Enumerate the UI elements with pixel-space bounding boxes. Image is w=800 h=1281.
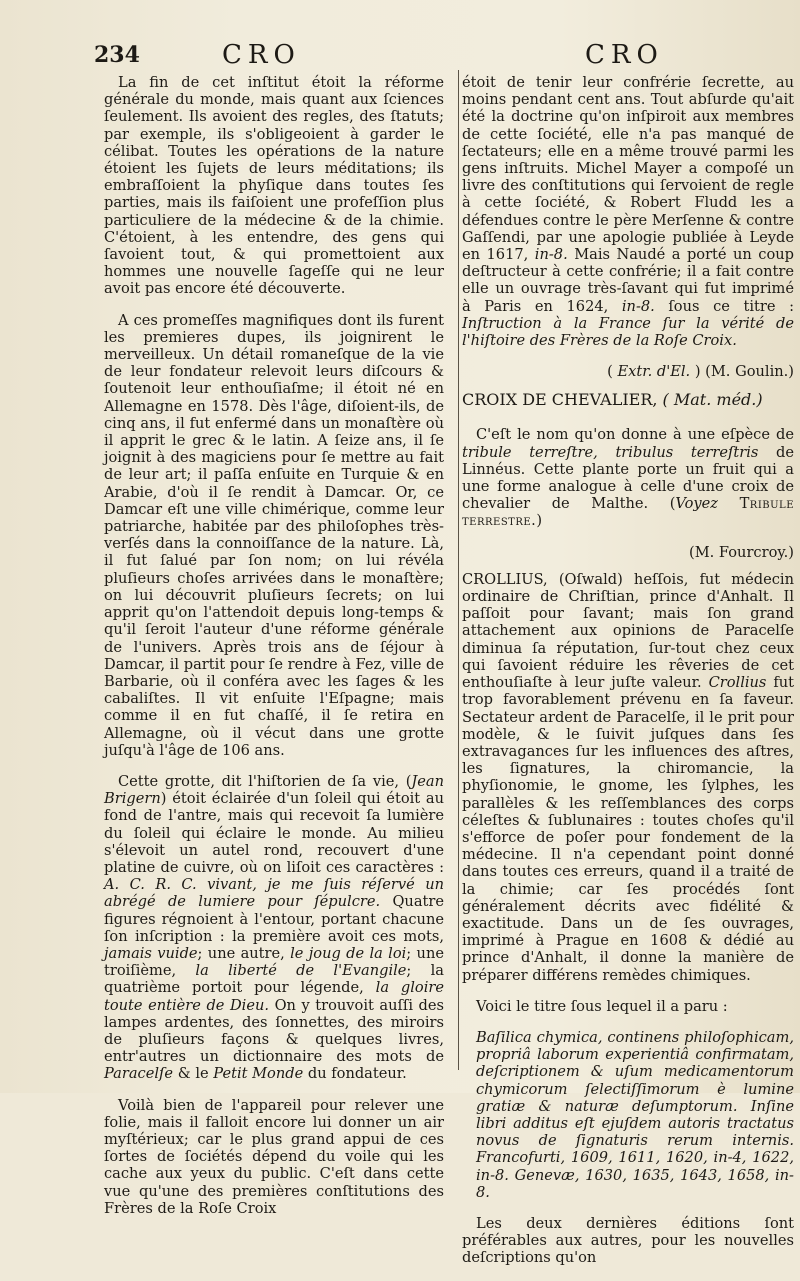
entry-heading: CROIX DE CHEVALIER, ( Mat. méd.) [462, 390, 763, 410]
author-signature: (M. Fourcroy.) [689, 543, 794, 561]
right-column [462, 74, 794, 1281]
paragraph: étoit de tenir leur confrérie ſecrette, au moins pendant cent ans. Tout abſurde qu'ait été la doctrine qu'on inſpiroit aux membres de cette ſociété, elle n'a pas manqué de ſectateurs; elle en a même trouvé parmi les gens inſtruits. Michel Mayer a compoſé un livre des conſtitutions qui ſervoient de regle à cette ſociété, & Robert Fludd les a défendues contre le père Merſenne & contre Gaſſendi, par une apologie publiée à Leyde en 1617, in-8. Mais Naudé a porté un coup deſtructeur à cette confrérie; il a fait contre elle un ouvrage très-ſavant qui fut imprimé à Paris en 1624, in-8. ſous ce titre : Inſtruction à la France ſur la vérité de l'hiſtoire des Frères de la Roſe Croix. [462, 74, 795, 350]
paragraph: Voilà bien de l'appareil pour relever une folie, mais il falloit encore lui donner un air myſtérieux; car le plus grand appui de ces ſortes de ſociétés dépend du voile qui les cache aux yeux du public. C'eſt dans cette vue qu'une des premières conſtitutions des Frères de la Roſe Croix [104, 1096, 444, 1217]
book-title-quote: Baſilica chymica, continens philoſophicam, propriâ laborum experientiâ confirmatam, deſcriptionem & uſum medicamentorum chymicorum ſelectiſſimorum è lumine gratiæ & naturæ deſumptorum. Inſine libri additus eſt ejuſdem autoris tractatus novus de ſignaturis rerum internis. Francofurti, 1609, 1611, 1620, in-4, 1622, in-8. Genevæ, 1630, 1635, 1643, 1658, in-8. [476, 1028, 794, 1201]
paragraph: Cette grotte, dit l'hiſtorien de ſa vie, (Jean Brigern) étoit éclairée d'un ſoleil qui étoit au fond de l'antre, mais qui recevoit ſa lumière du ſoleil qui éclaire le monde. Au milieu s'élevoit un autel rond, recouvert d'une platine de cuivre, où on liſoit ces caractères : A. C. R. C. vivant, je me ſuis réſervé un abrégé de lumiere pour ſépulcre. Quatre figures régnoient à l'entour, portant chacune ſon inſcription : la première avoit ces mots, jamais vuide; une autre, le joug de la loi; une troiſième, la liberté de l'Evangile; la quatrième portoit pour légende, la gloire toute entière de Dieu. On y trouvoit auſſi des lampes ardentes, des ſonnettes, des miroirs de pluſieurs façons & quelques livres, entr'autres un dictionnaire des mots de Paracelſe & le Petit Monde du fondateur. [104, 772, 444, 1083]
author-signature: ( Extr. d'El. ) (M. Goulin.) [607, 363, 794, 381]
paragraph: C'eſt le nom qu'on donne à une eſpèce de tribule terreſtre, tribulus terreſtris de Linnéus. Cette plante porte un fruit qui a une forme analogue à celle d'une croix de chevalier de Malthe. (Voyez Tribule terrestre.) [462, 426, 794, 530]
paragraph: La fin de cet inſtitut étoit la réforme générale du monde, mais quant aux ſciences ſeulement. Ils avoient des regles, des ſtatuts; par exemple, ils s'obligeoient à garder le célibat. Toutes les opérations de la nature étoient les ſujets de leurs méditations; ils embraſſoient la phyſique dans toutes ſes parties, mais ils faiſoient une profeſſion plus particuliere de la médecine & de la chimie. C'étoient, à les entendre, des gens qui ſavoient tout, & qui promettoient aux hommes une nouvelle ſageſſe qui ne leur avoit pas encore été découverte. [104, 74, 444, 298]
running-head-right: CRO [585, 40, 664, 70]
page-header [0, 38, 800, 78]
paragraph: Voici le titre ſous lequel il a paru : [476, 997, 728, 1015]
left-column [104, 74, 444, 1231]
running-head-left: CRO [222, 40, 301, 70]
paragraph: A ces promeſſes magnifiques dont ils furent les premieres dupes, ils joignirent le merveilleux. Un détail romaneſque de la vie de leur fondateur relevoit leurs diſcours & ſoutenoit leur enthouſiaſme; il étoit né en Allemagne en 1578. Dès l'âge, diſoient-ils, de cinq ans, il fut enfermé dans un monaſtère où il apprit le grec & le latin. A ſeize ans, il ſe joignit à des magiciens pour ſe mettre au fait de leur art; il paſſa enſuite en Turquie & en Arabie, d'où il ſe rendit à Damcar. Or, ce Damcar eſt une ville chimérique, comme leur patriarche, habitée par des philoſophes très-verſés dans la connoiſſance de la nature. Là, il fut ſalué par ſon nom; on lui révéla pluſieurs choſes arrivées dans le monaſtère; on lui découvrit pluſieurs ſecrets; on lui apprit qu'on l'attendoit depuis long-temps & qu'il ſeroit l'auteur d'une réforme générale de l'univers. Après trois ans de ſéjour à Damcar, il partit pour ſe rendre à Fez, ville de Barbarie, où il conféra avec les ſages & les cabaliſtes. Il vit enſuite l'Eſpagne; mais comme il en fut chaſſé, il ſe retira en Allemagne, où il vécut dans une grotte juſqu'à l'âge de 106 ans. [104, 311, 444, 759]
paragraph: Les deux dernières éditions ſont préférables aux autres, pour les nouvelles deſcriptions qu'on [462, 1214, 794, 1267]
column-divider [458, 70, 459, 1070]
page-number: 234 [94, 42, 140, 68]
paragraph: CROLLIUS, (Oſwald) heſſois, fut médecin ordinaire de Chriſtian, prince d'Anhalt. Il paſſoit pour ſavant; mais ſon grand attachement aux opinions de Paracelſe diminua ſa réputation, ſur-tout chez ceux qui ſavoient réduire les rêveries de cet enthouſiaſte à leur juſte valeur. Crollius fut trop favorablement prévenu en ſa faveur. Sectateur ardent de Paracelſe, il le prit pour modèle, & le ſuivit juſques dans ſes extravagances ſur les influences des aſtres, les ſignatures, la chiromancie, la phyſionomie, le gnome, les ſylphes, les parallèles & les reſſemblances des corps céleſtes & ſublunaires : toutes choſes qu'il s'efforce de poſer pour fondement de la médecine. Il n'a cependant point donné dans toutes ces erreurs, quand il a traité de la chimie; car ſes procédés ſont généralement décrits avec fidélité & exactitude. Dans un de ſes ouvrages, imprimé à Prague en 1608 & dédié au prince d'Anhalt, il donne la manière de préparer différens remèdes chimiques. [462, 570, 795, 984]
